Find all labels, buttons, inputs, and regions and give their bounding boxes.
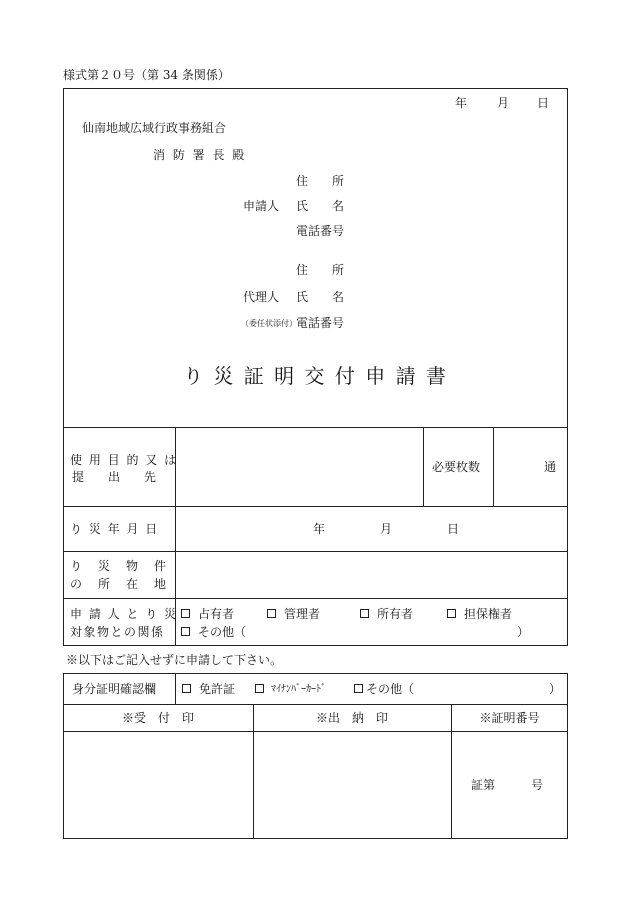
- owner-checkbox[interactable]: [360, 609, 369, 618]
- agent-name-label: 氏 名: [296, 290, 345, 304]
- applicant-label: 申請人: [243, 199, 280, 213]
- addressee-recipient: 消 防 署 長 殿: [153, 148, 247, 162]
- reception-stamp-header: ※受 付 印: [121, 711, 194, 725]
- agent-label: 代理人: [243, 290, 280, 304]
- cashier-stamp-area: [254, 732, 450, 837]
- cashier-stamp-header: ※出 納 印: [315, 711, 388, 725]
- relation-label-line2: 対象物との関係: [70, 625, 165, 639]
- applicant-phone-label: 電話番号: [296, 224, 345, 238]
- location-label-line1: り 災 物 件: [70, 559, 169, 573]
- occupant-checkbox[interactable]: [181, 609, 190, 618]
- date-month-label: 月: [497, 96, 510, 110]
- location-field[interactable]: [176, 552, 567, 597]
- disaster-year-label: 年: [313, 522, 326, 536]
- manager-option-label: 管理者: [284, 607, 321, 621]
- copies-field[interactable]: [494, 428, 540, 505]
- disaster-day-field[interactable]: [397, 521, 445, 537]
- agent-address-field[interactable]: [356, 262, 556, 278]
- disaster-month-label: 月: [380, 522, 393, 536]
- other-id-checkbox[interactable]: [354, 684, 363, 693]
- certificate-number-header: ※証明番号: [479, 711, 540, 725]
- other-relation-field[interactable]: [252, 624, 514, 640]
- other-relation-label: その他（: [198, 625, 247, 639]
- other-id-field[interactable]: [420, 681, 546, 697]
- drivers-license-label: 免許証: [199, 682, 236, 696]
- date-day-field[interactable]: [512, 95, 536, 111]
- disaster-month-field[interactable]: [330, 521, 378, 537]
- manager-checkbox[interactable]: [267, 609, 276, 618]
- purpose-label-line2: 提 出 先: [72, 470, 157, 484]
- form-title: り 災 証 明 交 付 申 請 書: [183, 364, 448, 388]
- divider-line: [63, 598, 568, 599]
- divider-line: [63, 704, 568, 705]
- applicant-name-label: 氏 名: [296, 199, 345, 213]
- agent-name-field[interactable]: [356, 289, 556, 305]
- applicant-address-label: 住 所: [296, 174, 345, 188]
- agent-power-of-attorney-note: （委任状添付）: [241, 319, 297, 328]
- occupant-option-label: 占有者: [198, 607, 235, 621]
- other-id-close: ）: [549, 682, 562, 696]
- agent-phone-label: 電話番号: [296, 316, 345, 330]
- certificate-number: 証第 号: [471, 778, 544, 792]
- applicant-name-field[interactable]: [356, 198, 556, 214]
- date-year-label: 年: [455, 96, 468, 110]
- date-day-label: 日: [537, 96, 550, 110]
- other-relation-checkbox[interactable]: [181, 627, 190, 636]
- agent-phone-field[interactable]: [356, 315, 556, 331]
- id-check-label: 身分証明確認欄: [72, 682, 157, 696]
- applicant-phone-field[interactable]: [356, 223, 556, 239]
- divider-line: [175, 673, 176, 704]
- addressee-organization: 仙南地域広域行政事務組合: [82, 121, 227, 135]
- applicant-address-field[interactable]: [356, 173, 556, 189]
- owner-option-label: 所有者: [377, 607, 414, 621]
- drivers-license-checkbox[interactable]: [182, 684, 191, 693]
- divider-line: [63, 506, 568, 507]
- copies-unit: 通: [544, 460, 557, 474]
- date-month-field[interactable]: [470, 95, 496, 111]
- purpose-field[interactable]: [176, 428, 422, 505]
- mortgagee-option-label: 担保権者: [464, 607, 513, 621]
- disaster-date-label: り 災 年 月 日: [70, 522, 159, 536]
- divider-line: [423, 427, 424, 506]
- other-id-label: その他（: [366, 682, 415, 696]
- form-number: 様式第２０号（第 34 条関係）: [63, 68, 230, 82]
- reception-stamp-area: [64, 732, 252, 837]
- other-relation-close: ）: [517, 625, 530, 639]
- agent-address-label: 住 所: [296, 263, 345, 277]
- date-year-field[interactable]: [400, 95, 454, 111]
- my-number-card-checkbox[interactable]: [255, 684, 264, 693]
- location-label-line2: の 所 在 地: [70, 577, 169, 591]
- disaster-year-field[interactable]: [240, 521, 310, 537]
- my-number-card-label: ﾏｲﾅﾝﾊﾞｰｶｰﾄﾞ: [271, 684, 326, 695]
- relation-label-line1: 申 請 人 と り 災: [70, 607, 178, 621]
- disaster-day-label: 日: [447, 522, 460, 536]
- mortgagee-checkbox[interactable]: [447, 609, 456, 618]
- purpose-label-line1: 使 用 目 的 又 は: [70, 453, 178, 467]
- office-use-note: ※以下はご記入せずに申請して下さい。: [66, 653, 283, 667]
- copies-label: 必要枚数: [432, 460, 481, 474]
